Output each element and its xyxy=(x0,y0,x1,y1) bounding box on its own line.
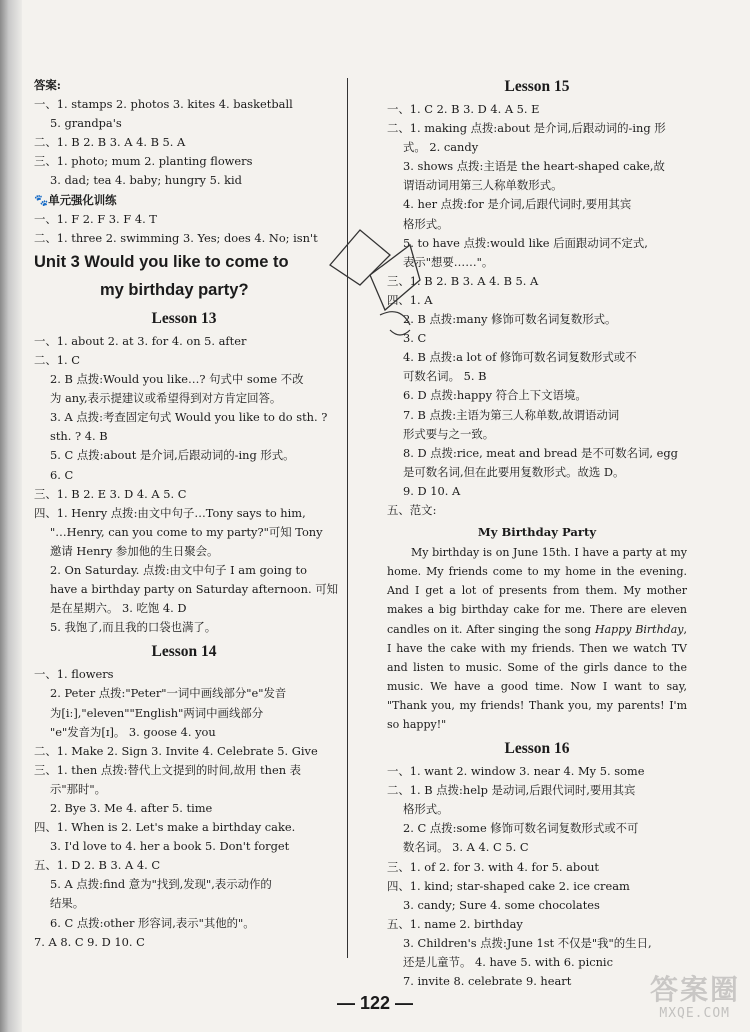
answer-line: 7. A 8. C 9. D 10. C xyxy=(34,934,145,949)
lesson-15-title: Lesson 15 xyxy=(504,78,570,95)
answer-line: 式。 2. candy xyxy=(403,140,479,155)
answer-line: 5. to have 点拨:would like 后面跟动词不定式, xyxy=(403,235,648,250)
answer-line: 四、1. kind; star-shaped cake 2. ice cream xyxy=(387,878,630,893)
essay-song-title: Happy Birthday xyxy=(595,622,684,636)
answer-line: 7. invite 8. celebrate 9. heart xyxy=(403,974,572,989)
answer-line: 3. C xyxy=(403,331,427,346)
answer-line: 7. B 点拨:主语为第三人称单数,故谓语动词 xyxy=(403,407,620,422)
site-watermark-url: MXQE.COM xyxy=(659,1006,730,1021)
answer-line: 二、1. B 2. B 3. A 4. B 5. A xyxy=(34,135,186,150)
handwritten-scribble xyxy=(320,225,430,355)
lesson-15-answers xyxy=(387,100,687,520)
answer-line: 2. C 点拨:some 修饰可数名词复数形式或不可 xyxy=(403,821,639,836)
answers-block-1 xyxy=(34,95,334,190)
answer-line: 5. C 点拨:about 是介词,后跟动词的-ing 形式。 xyxy=(50,448,295,463)
answer-line: 2. Bye 3. Me 4. after 5. time xyxy=(50,801,213,815)
answer-line: 为[iː],"eleven""English"两词中画线部分 xyxy=(50,705,264,720)
answer-line: sth. ? 4. B xyxy=(50,429,108,444)
answer-line: 一、1. want 2. window 3. near 4. My 5. some xyxy=(387,764,645,779)
answer-line: 还是儿童节。 4. have 5. with 6. picnic xyxy=(403,955,613,970)
answer-line: 四、1. Henry 点拨:由文中句子…Tony says to him, xyxy=(34,505,306,520)
unit-drill-heading: 🐾单元强化训练 xyxy=(34,192,117,207)
answer-line: 四、1. When is 2. Let's make a birthday cake. xyxy=(34,820,296,835)
answer-line: 五、范文: xyxy=(387,502,437,517)
answer-line: 二、1. Make 2. Sign 3. Invite 4. Celebrate 5. Give xyxy=(34,743,318,758)
answer-line: 3. dad; tea 4. baby; hungry 5. kid xyxy=(50,173,242,188)
answer-line: 形式要与之一致。 xyxy=(403,426,495,441)
answer-line: 三、1. B 2. E 3. D 4. A 5. C xyxy=(34,486,187,501)
answer-line: 一、1. stamps 2. photos 3. kites 4. basketball xyxy=(34,97,293,112)
answer-line: 可数名词。 5. B xyxy=(403,369,487,384)
answer-line: 是可数名词,但在此要用复数形式。故选 D。 xyxy=(403,464,625,479)
answer-line: 五、1. D 2. B 3. A 4. C xyxy=(34,858,161,873)
answer-line: 三、1. B 2. B 3. A 4. B 5. A xyxy=(387,273,539,288)
answer-line: 五、1. name 2. birthday xyxy=(387,916,523,931)
answer-line: "e"发音为[ɪ]。 3. goose 4. you xyxy=(50,724,216,739)
answer-line: 一、1. flowers xyxy=(34,667,114,682)
answer-line: 2. B 点拨:Would you like…? 句式中 some 不改 xyxy=(50,372,304,387)
answer-line: 二、1. three 2. swimming 3. Yes; does 4. No; isn't xyxy=(34,230,318,245)
scan-edge-shadow xyxy=(0,0,22,1032)
lesson-16-answers xyxy=(387,762,687,991)
answer-line: 格形式。 xyxy=(403,802,449,817)
answer-line: 8. D 点拨:rice, meat and bread 是不可数名词, egg xyxy=(403,445,678,460)
lesson-14-title: Lesson 14 xyxy=(151,643,217,661)
lesson-13-answers xyxy=(34,332,339,638)
answer-line: 2. On Saturday. 点拨:由文中句子 I am going to xyxy=(50,562,307,577)
answer-line: 9. D 10. A xyxy=(403,483,461,498)
paw-icon: 🐾 xyxy=(34,192,49,207)
essay-text-2: , I have the cake with my friends. Then we watch TV and listen to music. Some of the girls dance to the music. We have a good time. Now I want to say, "Thank you, my friends! Thank you, my parents! I'm so happy!" xyxy=(387,622,687,731)
answer-line: 3. candy; Sure 4. some chocolates xyxy=(403,897,600,912)
unit-title-line-1: Unit 3 Would you like to come to xyxy=(34,252,289,271)
answer-line: 示"那时"。 xyxy=(50,781,107,796)
answer-line: 6. C 点拨:other 形容词,表示"其他的"。 xyxy=(50,915,255,930)
answer-line: 3. shows 点拨:主语是 the heart-shaped cake,故 xyxy=(403,159,665,174)
essay-text-1: My birthday is on June 15th. I have a party at my home. My friends come to my home in the evening. And I get a lot of presents from them. My mother makes a big birthday cake for me. There are eleven candles on it. After singing the song xyxy=(387,546,687,636)
answer-line: "…Henry, can you come to my party?"可知 Tony xyxy=(50,524,323,539)
right-column xyxy=(387,76,687,991)
answer-line: 四、1. A xyxy=(387,292,433,307)
left-column xyxy=(34,76,339,952)
answer-line: 3. I'd love to 4. her a book 5. Don't forget xyxy=(50,839,290,854)
essay-title: My Birthday Party xyxy=(477,525,597,540)
answer-line: 5. 我饱了,而且我的口袋也满了。 xyxy=(50,620,217,635)
answer-line: 为 any,表示提建议或希望得到对方肯定回答。 xyxy=(50,391,282,406)
answer-line: 3. A 点拨:考查固定句式 Would you like to do sth. ? xyxy=(50,410,328,425)
answer-line: 一、1. F 2. F 3. F 4. T xyxy=(34,211,157,226)
answer-line: 2. Peter 点拨:"Peter"一词中画线部分"e"发音 xyxy=(50,686,287,701)
answer-line: 数名词。 3. A 4. C 5. C xyxy=(403,840,529,855)
answer-line: 6. D 点拨:happy 符合上下文语境。 xyxy=(403,388,587,403)
answer-line: 3. Children's 点拨:June 1st 不仅是"我"的生日, xyxy=(403,935,652,950)
lesson-16-title: Lesson 16 xyxy=(504,740,570,758)
page-number: — 122 — xyxy=(336,993,414,1013)
answer-line: 4. B 点拨:a lot of 修饰可数名词复数形式或不 xyxy=(403,350,637,365)
answer-line: 2. B 点拨:many 修饰可数名词复数形式。 xyxy=(403,312,617,327)
answer-line: 谓语动词用第三人称单数形式。 xyxy=(403,178,563,193)
answer-line: 5. grandpa's xyxy=(50,116,122,131)
answer-line: have a birthday party on Saturday afternoon. 可知 xyxy=(50,582,339,597)
answer-line: 三、1. of 2. for 3. with 4. for 5. about xyxy=(387,859,599,874)
answer-line: 一、1. C 2. B 3. D 4. A 5. E xyxy=(387,102,540,116)
unit-title-line-2: my birthday party? xyxy=(100,280,249,299)
answer-line: 5. A 点拨:find 意为"找到,发现",表示动作的 xyxy=(50,877,272,892)
answer-line: 三、1. photo; mum 2. planting flowers xyxy=(34,154,253,169)
answer-line: 是在星期六。 3. 吃饱 4. D xyxy=(50,601,187,616)
answer-line: 表示"想要……"。 xyxy=(403,254,494,269)
essay-body xyxy=(387,543,687,734)
answer-line: 二、1. C xyxy=(34,352,80,367)
answer-line: 二、1. B 点拨:help 是动词,后跟代词时,要用其宾 xyxy=(387,783,636,798)
answer-line: 6. C xyxy=(50,467,74,482)
answer-heading: 答案: xyxy=(34,78,61,92)
answer-line: 二、1. making 点拨:about 是介词,后跟动词的-ing 形 xyxy=(387,121,666,136)
answer-line: 格形式。 xyxy=(403,216,449,231)
lesson-14-answers xyxy=(34,665,334,951)
lesson-13-title: Lesson 13 xyxy=(151,309,217,327)
answer-line: 一、1. about 2. at 3. for 4. on 5. after xyxy=(34,333,247,348)
answer-line: 4. her 点拨:for 是介词,后跟代词时,要用其宾 xyxy=(403,197,632,212)
column-divider xyxy=(347,78,348,958)
site-watermark-logo: 答案圈 xyxy=(649,973,740,1006)
answer-line: 邀请 Henry 参加他的生日聚会。 xyxy=(50,543,219,558)
answer-line: 三、1. then 点拨:替代上文提到的时间,故用 then 表 xyxy=(34,762,302,777)
answer-line: 结果。 xyxy=(50,896,85,911)
